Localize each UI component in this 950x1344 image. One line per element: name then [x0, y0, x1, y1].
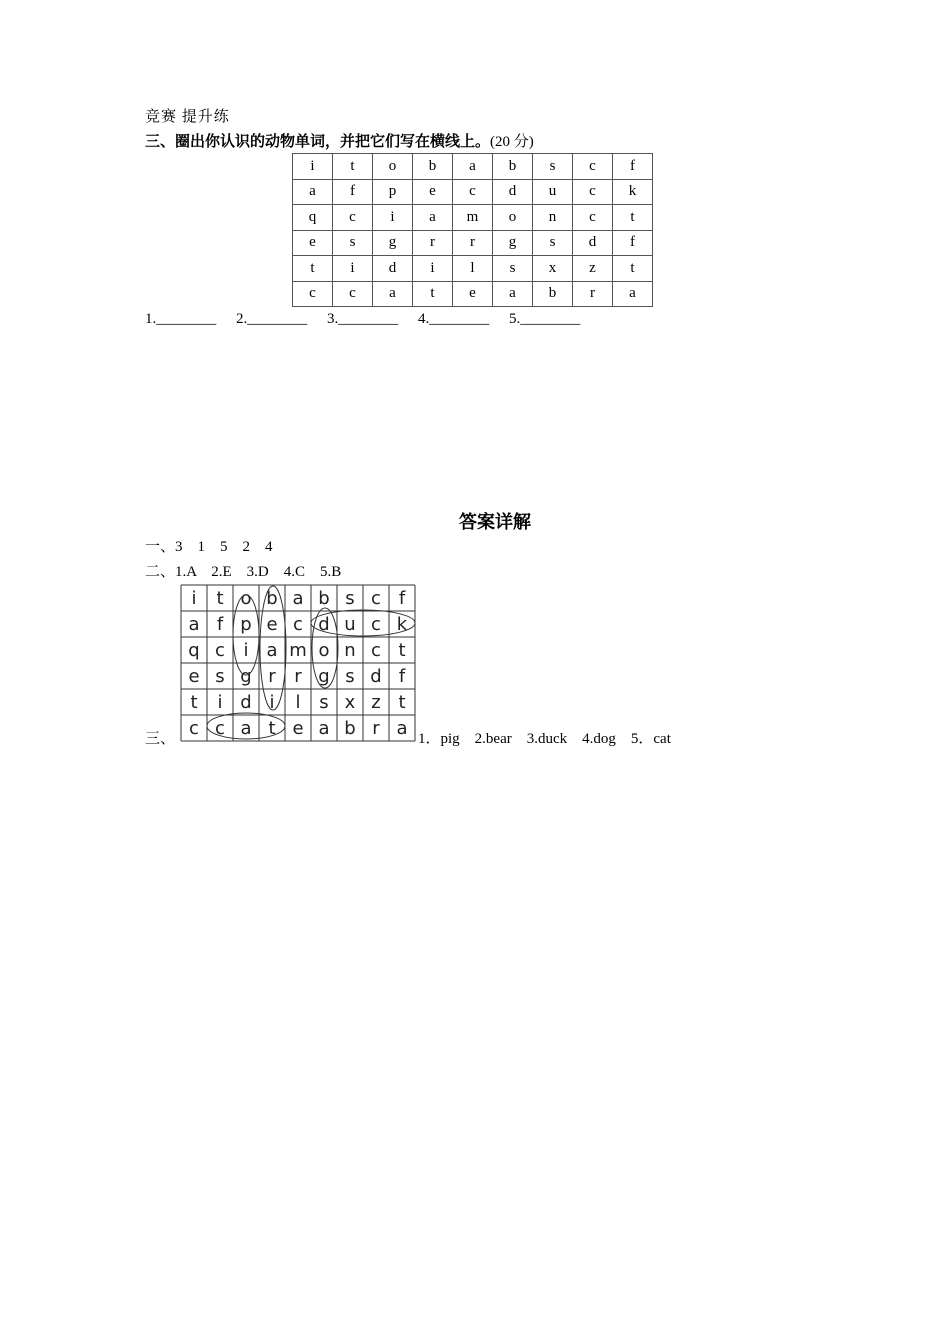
hand-letter: b — [318, 588, 330, 609]
hand-letter: l — [295, 692, 301, 713]
grid-cell[interactable]: o — [493, 205, 533, 231]
grid-cell[interactable]: r — [453, 230, 493, 256]
hand-letter: r — [268, 666, 276, 687]
hand-letter: e — [188, 666, 200, 687]
grid-row — [293, 205, 653, 231]
grid-cell[interactable]: d — [573, 230, 613, 256]
grid-row — [293, 179, 653, 205]
hand-letter: i — [243, 640, 249, 661]
hand-letter: a — [396, 718, 408, 739]
grid-cell[interactable]: e — [413, 179, 453, 205]
grid-cell[interactable]: x — [533, 256, 573, 282]
hand-letter: e — [292, 718, 304, 739]
grid-cell[interactable]: t — [413, 281, 453, 307]
hand-letter: n — [344, 640, 356, 661]
grid-cell[interactable]: m — [453, 205, 493, 231]
grid-cell[interactable]: c — [573, 179, 613, 205]
hand-letter: x — [344, 692, 356, 713]
hand-letter: t — [398, 692, 406, 713]
grid-cell[interactable]: z — [573, 256, 613, 282]
grid-cell[interactable]: i — [333, 256, 373, 282]
hand-letter: i — [269, 692, 275, 713]
answer-part-2: 二、1.A 2.E 3.D 4.C 5.B — [145, 564, 342, 580]
letter-grid — [292, 153, 653, 307]
grid-cell[interactable]: s — [493, 256, 533, 282]
hand-letter: u — [344, 614, 356, 635]
hand-letter: d — [370, 666, 382, 687]
grid-cell[interactable]: d — [493, 179, 533, 205]
hand-letter: c — [215, 640, 225, 661]
hand-letter: r — [294, 666, 302, 687]
hand-letter: c — [215, 718, 225, 739]
hand-letter: q — [188, 640, 200, 661]
grid-cell[interactable]: i — [373, 205, 413, 231]
blank-2[interactable]: 2.________ — [236, 311, 308, 327]
hand-letter: f — [398, 666, 406, 687]
section-subtitle: 竞赛 提升练 — [145, 109, 230, 125]
hand-letter: z — [371, 692, 381, 713]
hand-letter: t — [216, 588, 224, 609]
hand-letter: c — [371, 588, 381, 609]
hand-letter: i — [217, 692, 223, 713]
blank-3[interactable]: 3.________ — [327, 311, 399, 327]
hand-letter: r — [372, 718, 380, 739]
grid-cell[interactable]: q — [293, 205, 333, 231]
grid-cell[interactable]: r — [573, 281, 613, 307]
grid-cell[interactable]: s — [333, 230, 373, 256]
grid-cell[interactable]: c — [293, 281, 333, 307]
hand-letter: t — [268, 718, 276, 739]
hand-letter: k — [396, 614, 408, 635]
hand-letter: e — [266, 614, 278, 635]
hand-letter: s — [319, 692, 329, 713]
grid-cell[interactable]: u — [533, 179, 573, 205]
answer-circled-grid — [180, 584, 416, 742]
grid-cell[interactable]: c — [333, 281, 373, 307]
hand-letter: c — [293, 614, 303, 635]
grid-cell[interactable]: i — [293, 154, 333, 180]
grid-cell[interactable]: i — [413, 256, 453, 282]
grid-cell[interactable]: a — [413, 205, 453, 231]
hand-letter: d — [240, 692, 252, 713]
grid-cell[interactable]: n — [533, 205, 573, 231]
hand-letter: s — [215, 666, 225, 687]
grid-cell[interactable]: t — [613, 256, 653, 282]
hand-letter: b — [344, 718, 356, 739]
hand-letter: g — [240, 666, 252, 687]
grid-cell[interactable]: c — [333, 205, 373, 231]
hand-letter: m — [289, 640, 307, 661]
grid-cell[interactable]: f — [333, 179, 373, 205]
grid-cell[interactable]: g — [373, 230, 413, 256]
grid-cell[interactable]: a — [293, 179, 333, 205]
grid-cell[interactable]: c — [453, 179, 493, 205]
blank-4[interactable]: 4.________ — [418, 311, 490, 327]
answer-title: 答案详解 — [459, 512, 531, 533]
grid-cell[interactable]: c — [573, 154, 613, 180]
blank-1[interactable]: 1.________ — [145, 311, 217, 327]
blank-5[interactable]: 5.________ — [509, 311, 581, 327]
grid-cell[interactable]: e — [293, 230, 333, 256]
grid-cell[interactable]: r — [413, 230, 453, 256]
grid-cell[interactable]: t — [613, 205, 653, 231]
grid-cell[interactable]: f — [613, 154, 653, 180]
hand-letter: o — [240, 588, 252, 609]
grid-cell[interactable]: o — [373, 154, 413, 180]
hand-letter: t — [190, 692, 198, 713]
grid-cell[interactable]: d — [373, 256, 413, 282]
grid-cell[interactable]: t — [333, 154, 373, 180]
hand-letter: i — [191, 588, 197, 609]
grid-cell[interactable]: k — [613, 179, 653, 205]
grid-cell[interactable]: a — [453, 154, 493, 180]
hand-letter: s — [345, 666, 355, 687]
answer-part-3-list: 1．pig 2.bear 3.duck 4.dog 5．cat — [418, 731, 671, 747]
grid-cell[interactable]: b — [533, 281, 573, 307]
grid-row — [293, 281, 653, 307]
grid-cell[interactable]: a — [493, 281, 533, 307]
hand-letter: t — [398, 640, 406, 661]
hand-letter: a — [318, 718, 330, 739]
grid-cell[interactable]: b — [493, 154, 533, 180]
hand-letter: o — [318, 640, 330, 661]
grid-cell[interactable]: g — [493, 230, 533, 256]
grid-cell[interactable]: b — [413, 154, 453, 180]
hand-letter: c — [189, 718, 199, 739]
grid-cell[interactable]: p — [373, 179, 413, 205]
grid-cell[interactable]: s — [533, 230, 573, 256]
grid-cell[interactable]: s — [533, 154, 573, 180]
hand-letter: a — [240, 718, 252, 739]
answer-blanks — [145, 311, 596, 328]
grid-row — [293, 256, 653, 282]
hand-letter: p — [240, 614, 252, 635]
hand-letter: a — [188, 614, 200, 635]
grid-cell[interactable]: l — [453, 256, 493, 282]
grid-cell[interactable]: t — [293, 256, 333, 282]
hand-letter: a — [266, 640, 278, 661]
grid-cell[interactable]: c — [573, 205, 613, 231]
answer-part-3-label: 三、 — [145, 731, 176, 747]
grid-cell[interactable]: f — [613, 230, 653, 256]
hand-letter: d — [318, 614, 330, 635]
grid-row — [293, 154, 653, 180]
grid-row — [293, 230, 653, 256]
hand-letter: s — [345, 588, 355, 609]
question-title — [145, 130, 534, 151]
hand-letter: f — [216, 614, 224, 635]
grid-cell[interactable]: a — [613, 281, 653, 307]
hand-letter: c — [371, 640, 381, 661]
grid-cell[interactable]: a — [373, 281, 413, 307]
answer-part-1: 一、3 1 5 2 4 — [145, 539, 273, 555]
question-score: (20 分) — [490, 134, 534, 150]
hand-letter: g — [318, 666, 330, 687]
grid-cell[interactable]: e — [453, 281, 493, 307]
hand-letter: f — [398, 588, 406, 609]
hand-letter: c — [371, 614, 381, 635]
hand-letter: a — [292, 588, 304, 609]
question-label: 三、圈出你认识的动物单词，并把它们写在横线上。 — [145, 134, 491, 150]
hand-letter: b — [266, 588, 278, 609]
